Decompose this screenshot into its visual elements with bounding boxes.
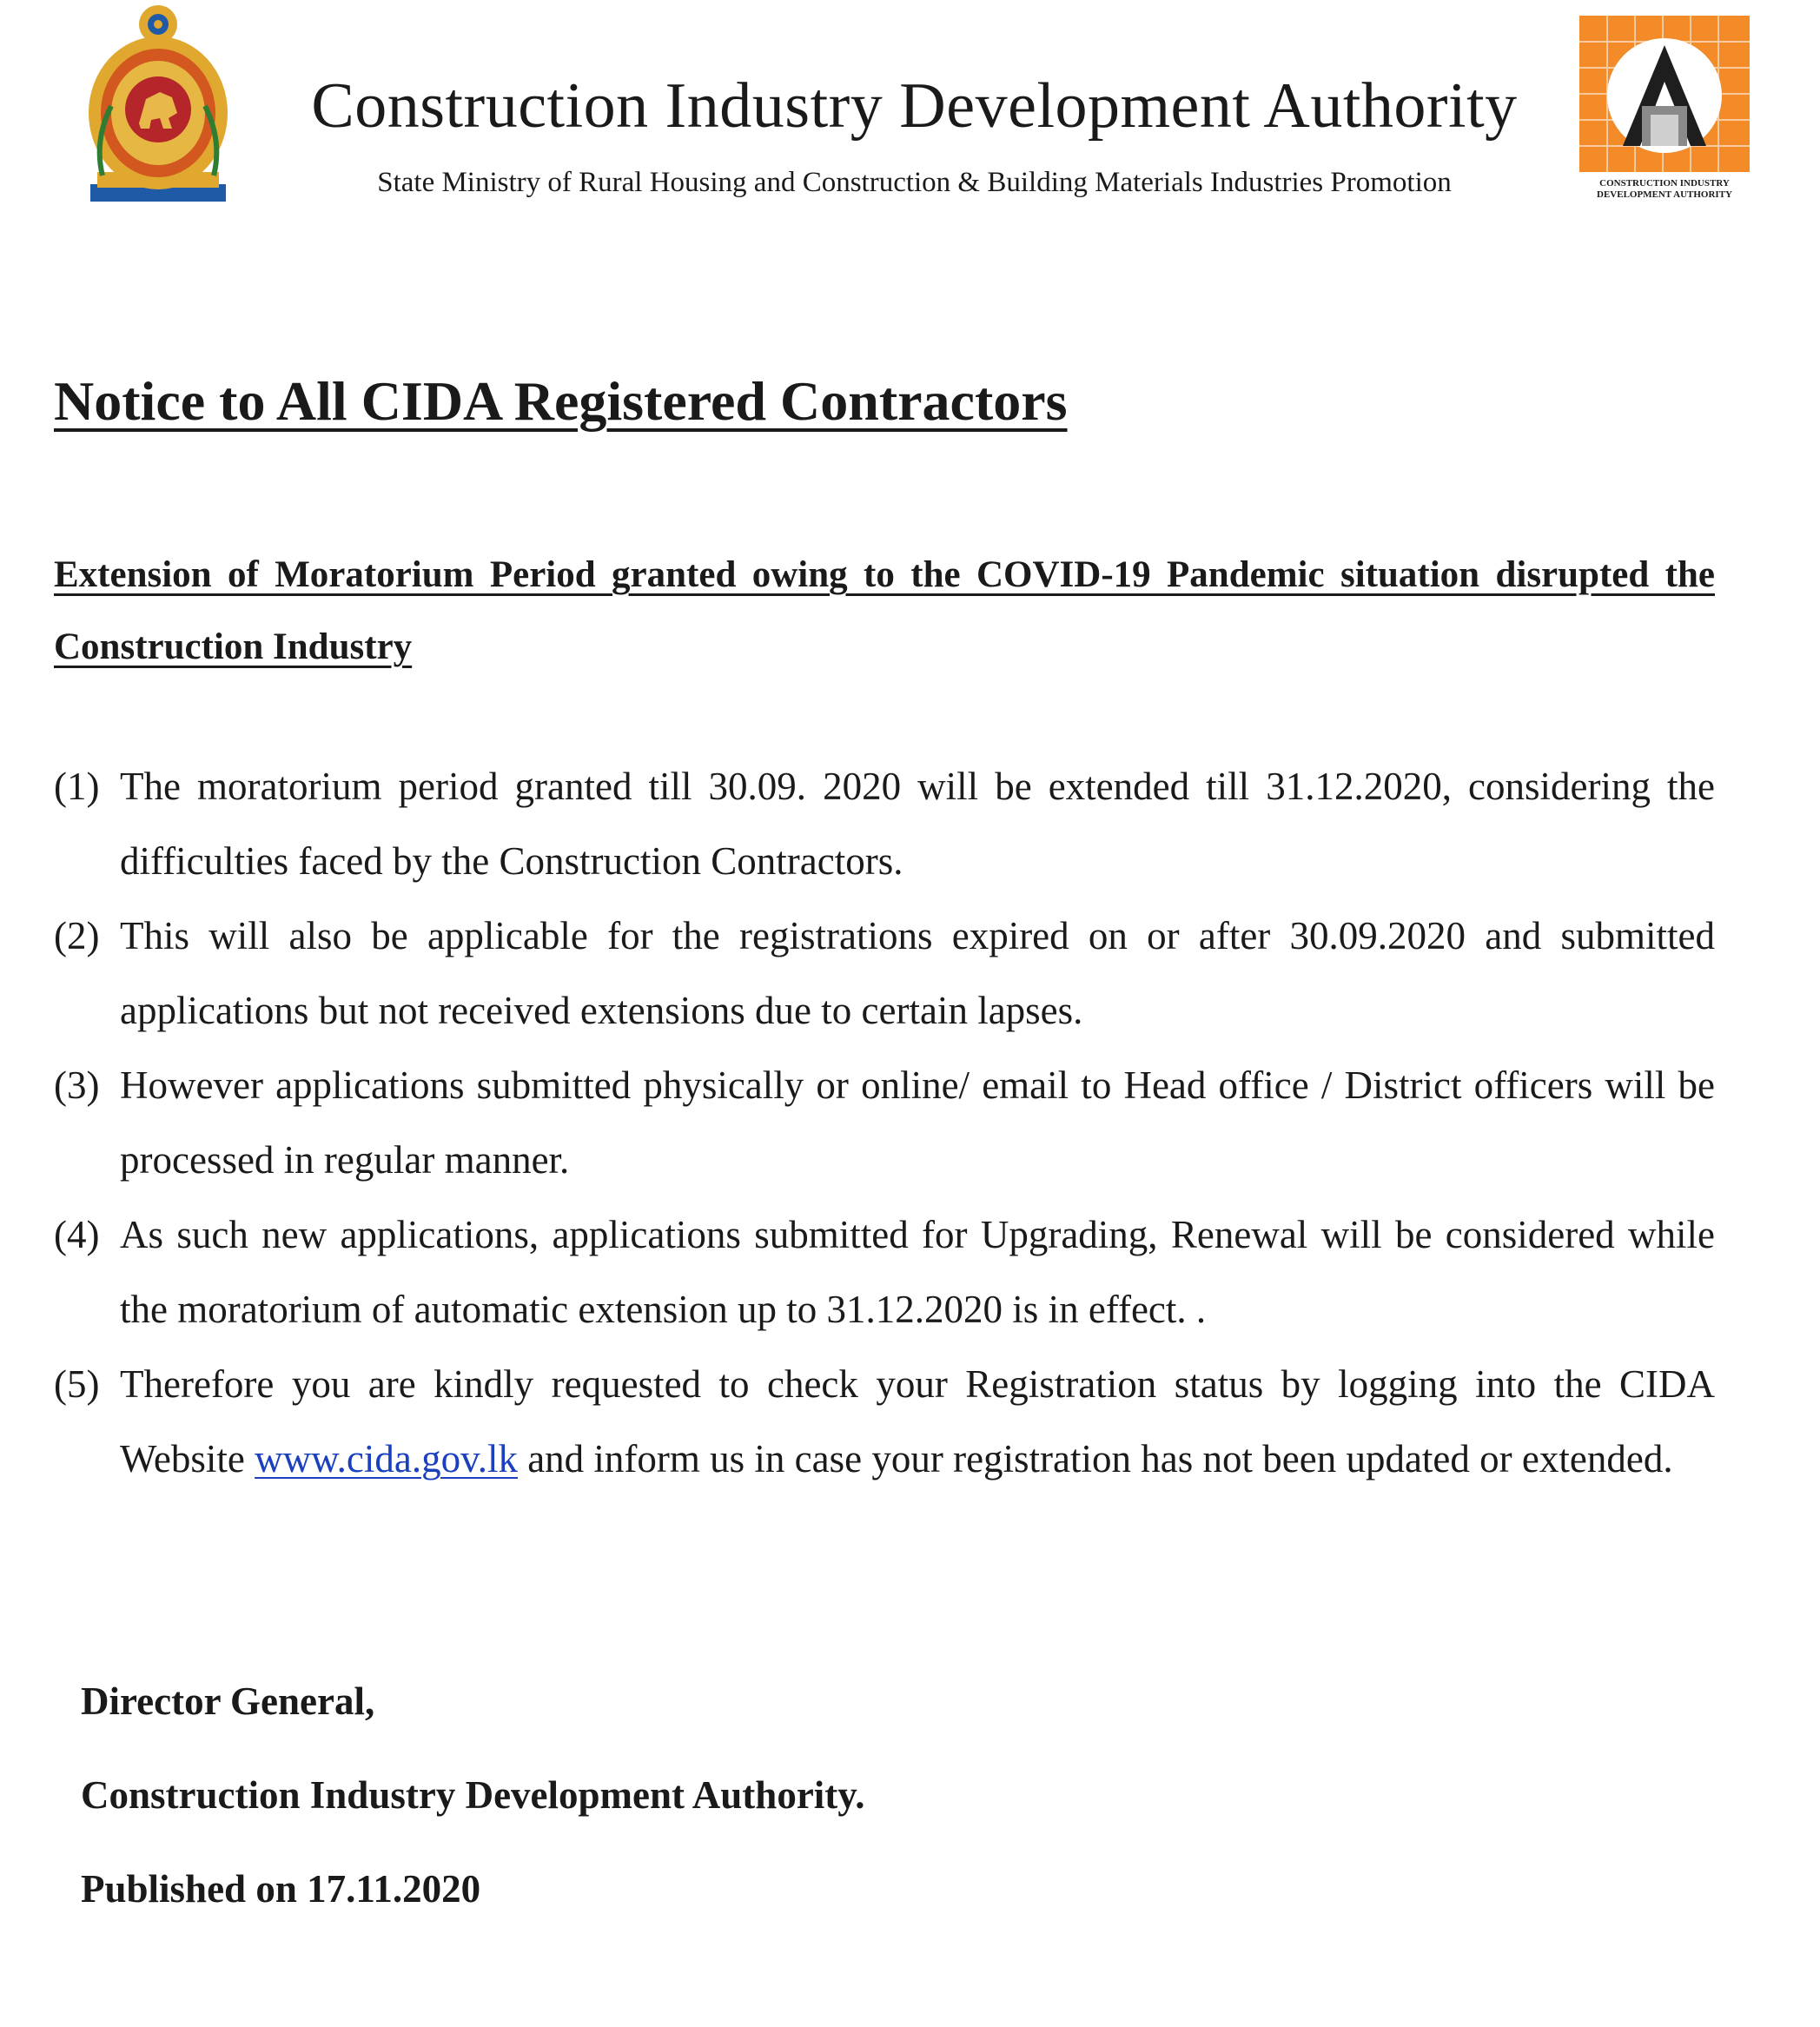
organization-title: Construction Industry Development Authority — [311, 70, 1518, 142]
item-text: The moratorium period granted till 30.09. 2020 will be extended till 31.12.2020, considering the difficulties faced by the Construction Contractors. — [120, 765, 1715, 883]
notice-items-list — [54, 749, 1715, 1496]
item-text-before-link: Therefore you are kindly requested to check your Registration status by logging into the CIDA Website — [120, 1362, 1715, 1481]
item-number: (5) — [54, 1362, 100, 1406]
ministry-subtitle: State Ministry of Rural Housing and Construction & Building Materials Industries Promotion — [377, 167, 1452, 198]
list-item — [54, 898, 1715, 1048]
notice-subject: Extension of Moratorium Period granted owing to the COVID-19 Pandemic situation disrupted the Construction Industry — [54, 554, 1715, 667]
signatory-title: Director General, — [81, 1679, 375, 1723]
item-number: (3) — [54, 1063, 100, 1107]
item-text: As such new applications, applications submitted for Upgrading, Renewal will be considered while the moratorium of automatic extension up to 31.12.2020 is in effect. . — [120, 1213, 1715, 1331]
notice-title: Notice to All CIDA Registered Contractors — [54, 370, 1068, 432]
cida-logo-text-line1: CONSTRUCTION INDUSTRY — [1599, 178, 1730, 189]
cida-website-link[interactable]: www.cida.gov.lk — [255, 1437, 518, 1481]
item-text-after-link: and inform us in case your registration has not been updated or extended. — [527, 1437, 1673, 1481]
letterhead — [0, 0, 1820, 226]
item-number: (4) — [54, 1213, 100, 1256]
list-item — [54, 749, 1715, 898]
cida-logo-text-line2: DEVELOPMENT AUTHORITY — [1597, 189, 1732, 200]
item-text: However applications submitted physically or online/ email to Head office / District officers will be processed in regular manner. — [120, 1063, 1715, 1182]
item-text: This will also be applicable for the registrations expired on or after 30.09.2020 and submitted applications but not received extensions due to certain lapses. — [120, 914, 1715, 1032]
item-text — [120, 1362, 1715, 1481]
cida-logo-icon — [1579, 16, 1750, 202]
item-number: (2) — [54, 914, 100, 957]
signature-block — [81, 1666, 865, 1948]
published-date: Published on 17.11.2020 — [81, 1867, 481, 1911]
list-item — [54, 1347, 1715, 1496]
item-number: (1) — [54, 765, 100, 808]
list-item — [54, 1197, 1715, 1347]
list-item — [54, 1048, 1715, 1197]
signatory-organization: Construction Industry Development Authority. — [81, 1773, 865, 1817]
